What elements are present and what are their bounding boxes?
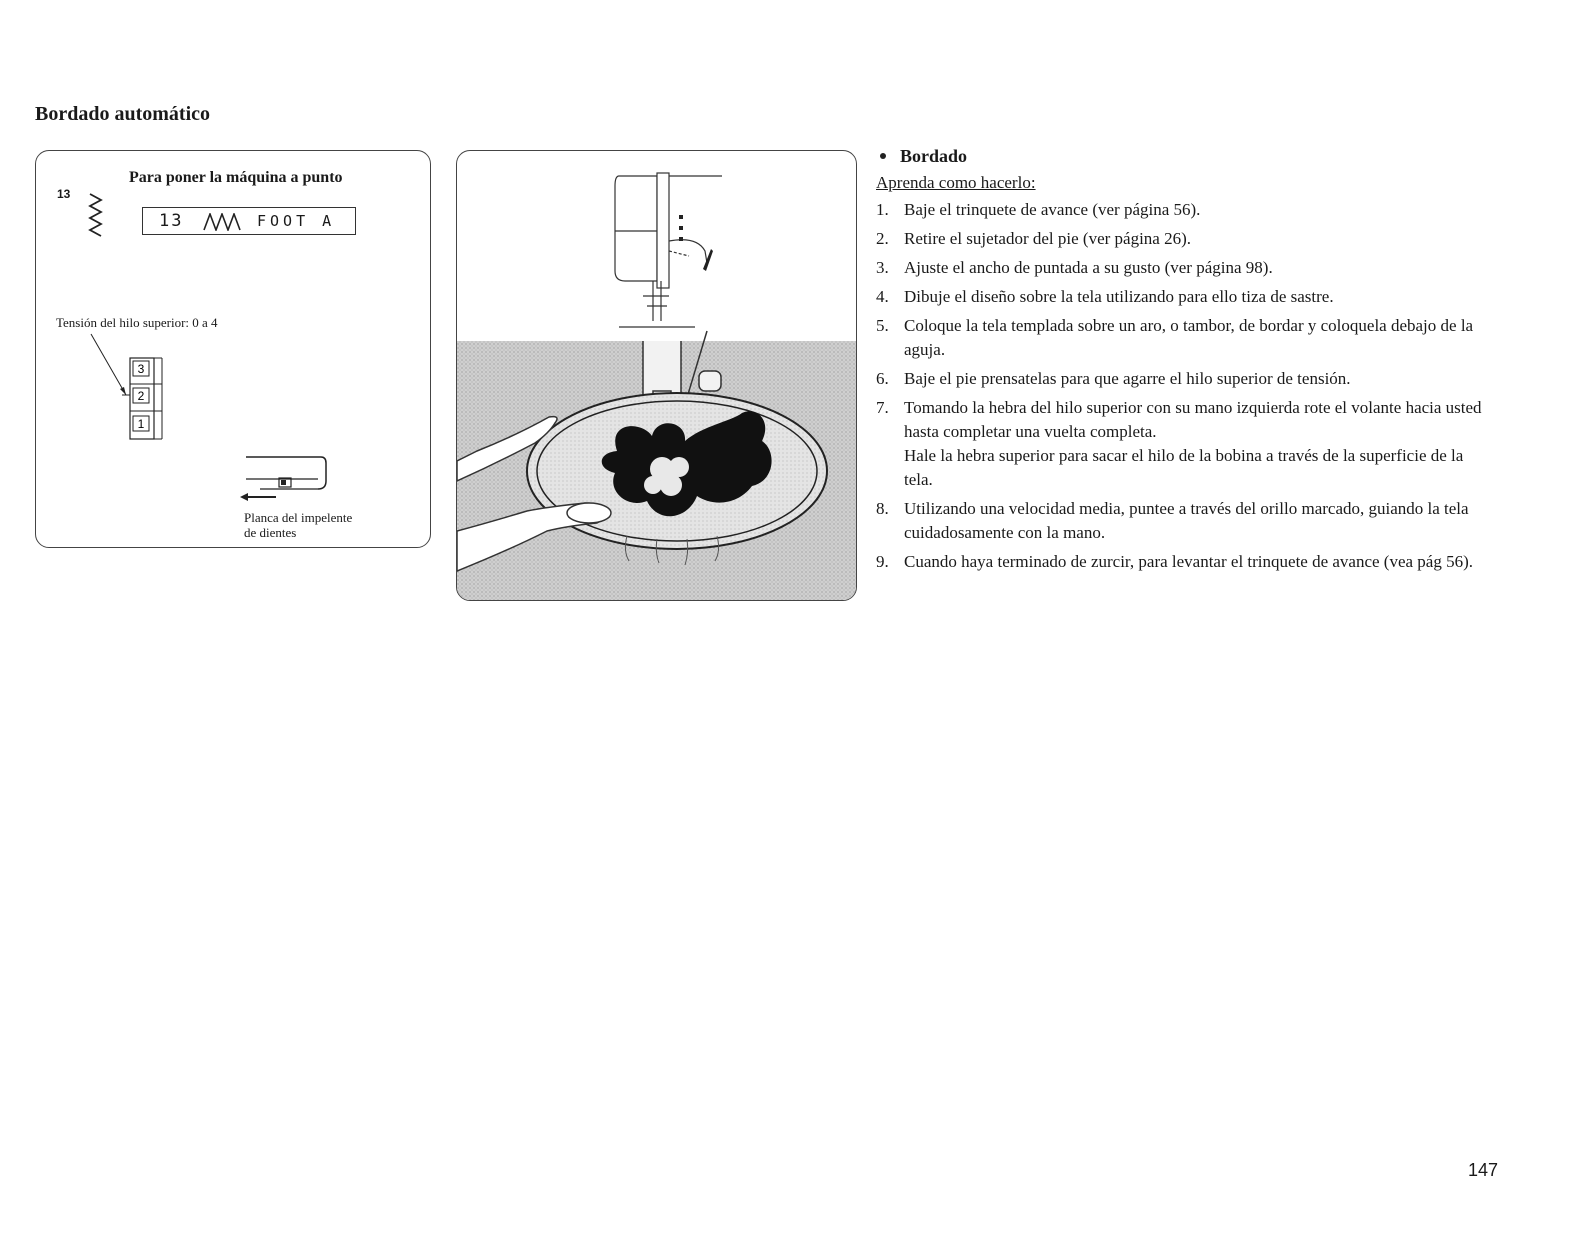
learn-label: Aprenda como hacerlo:: [876, 173, 1036, 192]
page-title: Bordado automático: [35, 103, 210, 125]
step-number: 3.: [876, 258, 889, 277]
machine-setup-panel: [35, 150, 431, 548]
step-text: [904, 396, 1496, 492]
feed-dog-lever-icon: [236, 451, 328, 503]
page-number: 147: [1468, 1160, 1499, 1180]
feed-lever-label-line1: Planca del impelente: [244, 510, 353, 525]
feed-lever-label-line2: de dientes: [244, 525, 297, 540]
step-number: 8.: [876, 499, 889, 518]
dial-number-1: 1: [137, 417, 145, 431]
list-item: [876, 367, 1496, 391]
step-number: 5.: [876, 316, 889, 335]
step-text: Retire el sujetador del pie (ver página 26).: [904, 229, 1191, 248]
tension-label: Tensión del hilo superior: 0 a 4: [56, 315, 218, 330]
stitch-number: 13: [57, 187, 71, 201]
list-item: [876, 314, 1496, 362]
step-number: 9.: [876, 552, 889, 571]
list-item: [876, 227, 1496, 251]
tension-dial-icon: [86, 331, 176, 441]
zigzag-stitch-icon: [86, 191, 104, 241]
section-title-text: Bordado: [900, 146, 968, 166]
list-item: [876, 198, 1496, 222]
feed-lever-label: [244, 510, 414, 540]
step-text-line1: Tomando la hebra del hilo superior con su mano izquierda rote el volante hacia usted hasta completar una vuelta completa.: [904, 398, 1482, 441]
step-text: Baje el trinquete de avance (ver página 56).: [904, 200, 1201, 219]
section-title: [876, 146, 1496, 167]
step-text: Coloque la tela templada sobre un aro, o tambor, de bordar y coloquela debajo de la aguja.: [904, 316, 1474, 359]
step-number: 6.: [876, 369, 889, 388]
step-number: 1.: [876, 200, 889, 219]
step-number: 4.: [876, 287, 889, 306]
step-number: 2.: [876, 229, 889, 248]
list-item: [876, 550, 1496, 574]
list-item: [876, 396, 1496, 492]
step-text-line2: Hale la hebra superior para sacar el hilo de la bobina a través de la superficie de la tela.: [904, 446, 1464, 489]
setup-title: Para poner la máquina a punto: [129, 169, 343, 186]
steps-list: [876, 198, 1496, 574]
embroidery-illustration: [456, 150, 857, 601]
step-text: Ajuste el ancho de puntada a su gusto (ver página 98).: [904, 258, 1273, 277]
step-text: Cuando haya terminado de zurcir, para levantar el trinquete de avance (vea pág 56).: [904, 552, 1474, 571]
lcd-stitch-number: 13: [159, 211, 184, 231]
list-item: [876, 285, 1496, 309]
instructions-column: [876, 146, 1496, 579]
bullet-icon: [880, 153, 886, 159]
step-text: Dibuje el diseño sobre la tela utilizando para ello tiza de sastre.: [904, 287, 1334, 306]
lcd-foot-text: FOOT A: [257, 212, 336, 230]
dial-number-2: 2: [137, 389, 145, 403]
embroidery-hoop-illustration: [457, 151, 857, 601]
lcd-zigzag-icon: [203, 213, 241, 231]
step-number: 7.: [876, 398, 889, 417]
step-text: Baje el pie prensatelas para que agarre el hilo superior de tensión.: [904, 369, 1351, 388]
lcd-display: [142, 207, 356, 235]
step-text: Utilizando una velocidad media, puntee a través del orillo marcado, guiando la tela cuidadosamente con la mano.: [904, 499, 1469, 542]
list-item: [876, 256, 1496, 280]
dial-number-3: 3: [137, 362, 145, 376]
list-item: [876, 497, 1496, 545]
